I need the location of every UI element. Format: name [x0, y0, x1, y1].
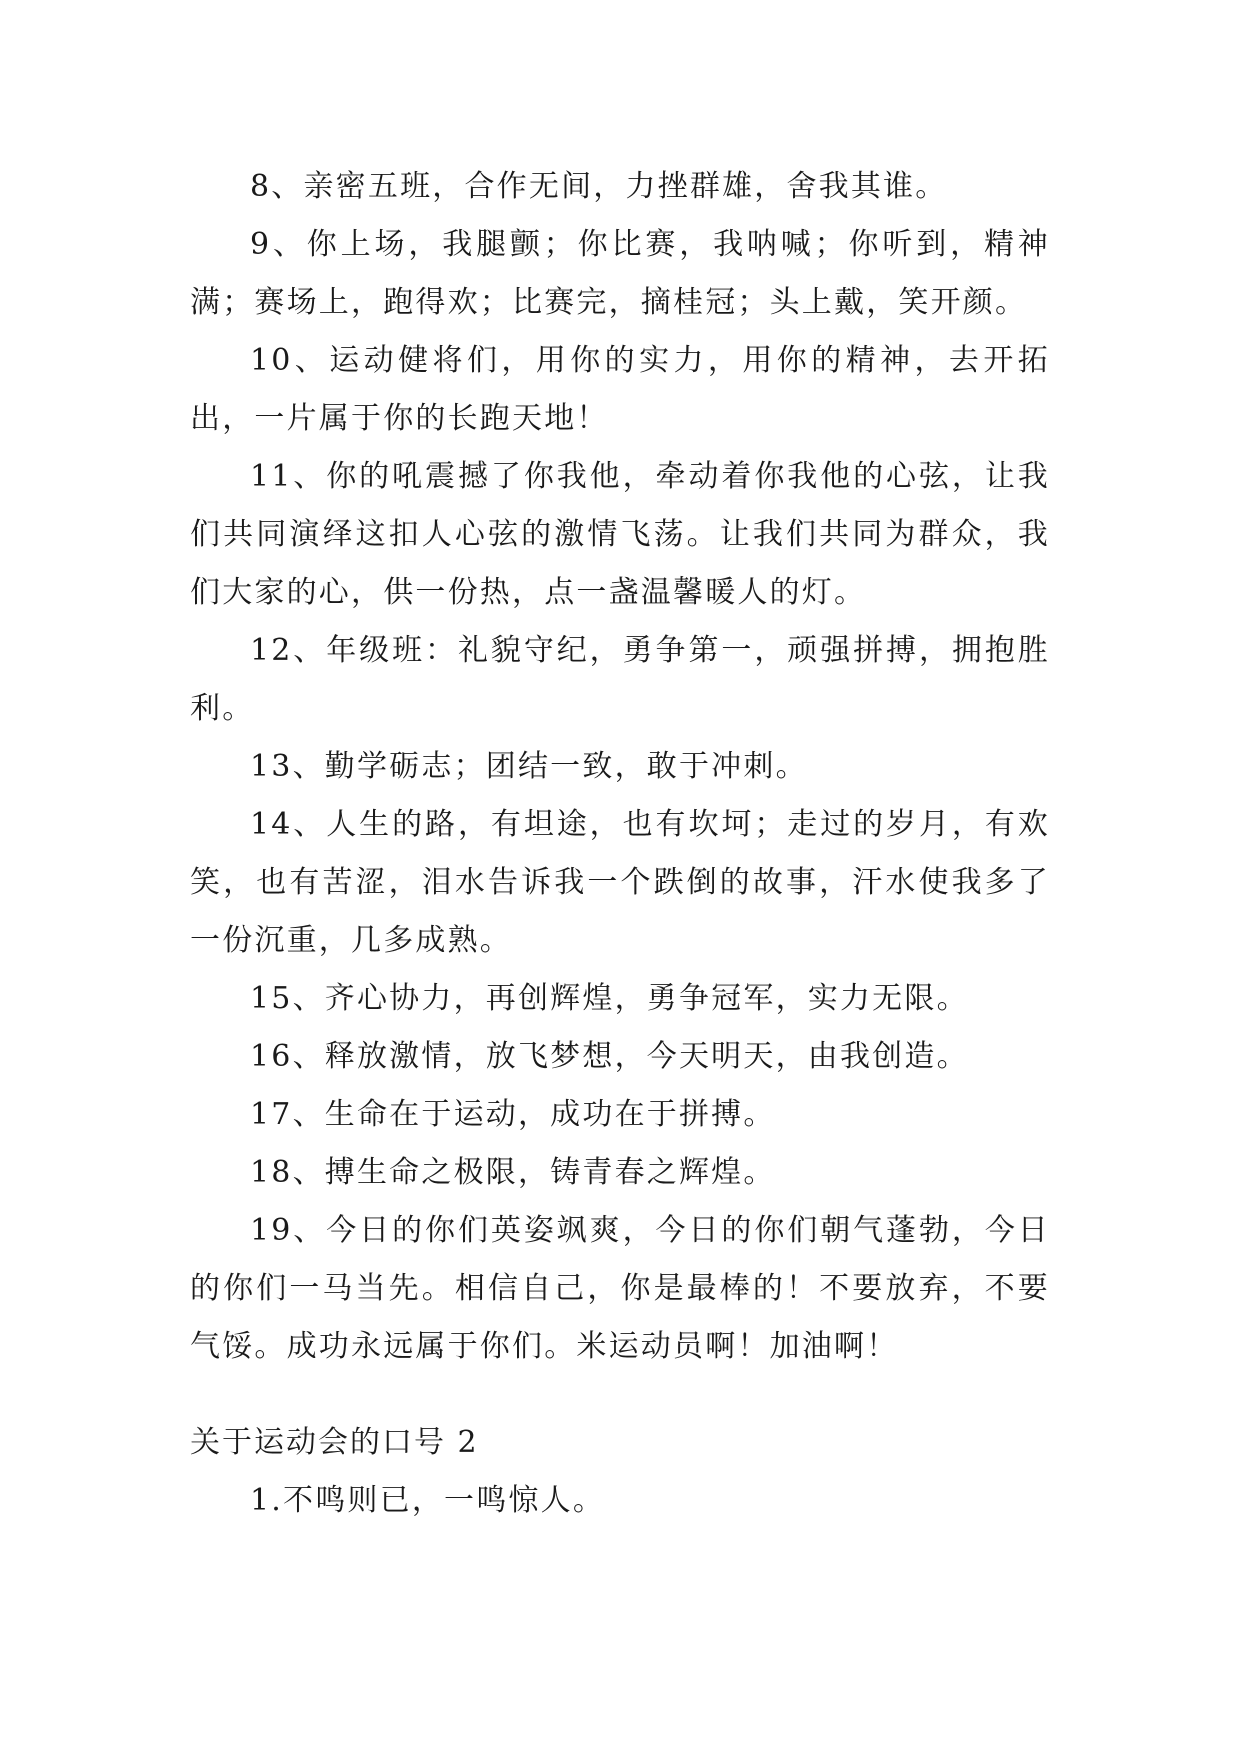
slogan-item: 12、年级班：礼貌守纪，勇争第一，顽强拼搏，拥抱胜利。 [190, 633, 1050, 726]
slogan-item: 16、释放激情，放飞梦想，今天明天，由我创造。 [250, 1039, 969, 1074]
slogan-item: 15、齐心协力，再创辉煌，勇争冠军，实力无限。 [250, 981, 969, 1016]
slogan-item: 9、你上场，我腿颤；你比赛，我呐喊；你听到，精神满；赛场上，跑得欢；比赛完，摘桂冠；头上戴，笑开颜。 [190, 227, 1050, 320]
slogan-item: 11、你的吼震撼了你我他，牵动着你我他的心弦，让我们共同演绎这扣人心弦的激情飞荡。让我们共同为群众，我们大家的心，供一份热，点一盏温馨暖人的灯。 [190, 459, 1050, 610]
slogan-item: 18、搏生命之极限，铸青春之辉煌。 [250, 1155, 776, 1190]
section-heading: 关于运动会的口号 2 [190, 1425, 479, 1460]
slogan-item: 14、人生的路，有坦途，也有坎坷；走过的岁月，有欢笑，也有苦涩，泪水告诉我一个跌倒的故事，汗水使我多了一份沉重，几多成熟。 [190, 807, 1050, 958]
document-page [190, 158, 1050, 1530]
slogan-item: 17、生命在于运动，成功在于拼搏。 [250, 1097, 776, 1132]
slogan-item: 8、亲密五班，合作无间，力挫群雄，舍我其谁。 [250, 169, 948, 204]
slogan-item: 13、勤学砺志；团结一致，敢于冲刺。 [250, 749, 808, 784]
slogan-item: 19、今日的你们英姿飒爽，今日的你们朝气蓬勃，今日的你们一马当先。相信自己，你是最棒的！不要放弃，不要气馁。成功永远属于你们。米运动员啊！加油啊！ [190, 1213, 1050, 1364]
slogan-item: 1.不鸣则已，一鸣惊人。 [250, 1483, 606, 1518]
slogan-item: 10、运动健将们，用你的实力，用你的精神，去开拓出，一片属于你的长跑天地！ [190, 343, 1050, 436]
